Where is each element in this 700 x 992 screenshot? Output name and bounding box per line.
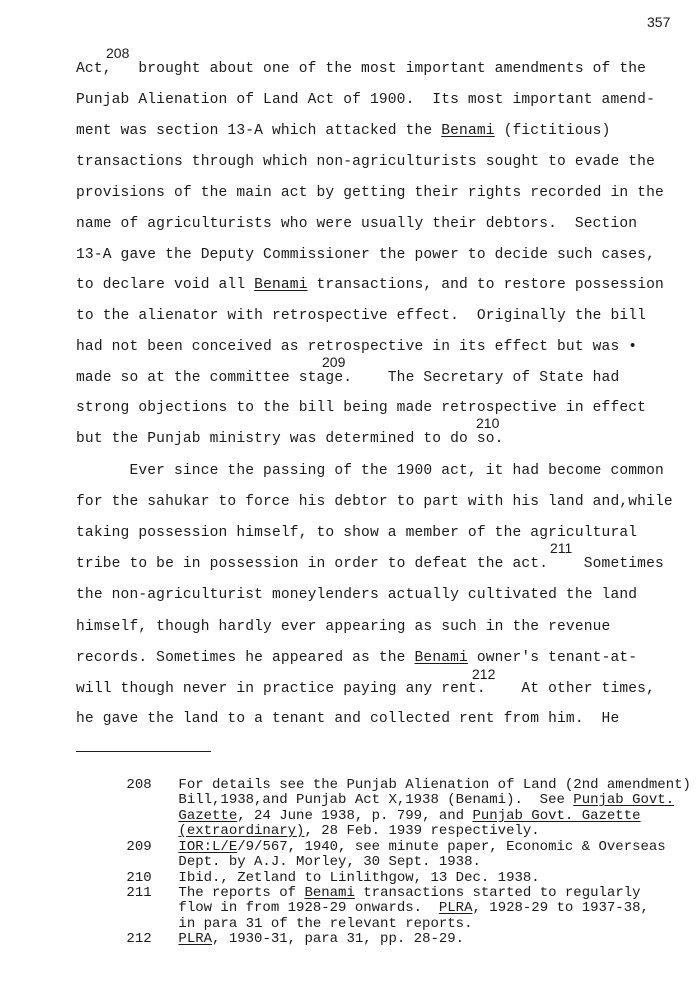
footnote-text: Ibid., Zetland to Linlithgow, 13 Dec. 1938. [178, 869, 540, 886]
footnote-number: 210 [126, 869, 152, 886]
body-line: he gave the land to a tenant and collected rent from him. He [76, 711, 620, 727]
footnote-number: 211 [126, 884, 152, 901]
footnote-number: 208 [126, 776, 152, 793]
body-line: for the sahukar to force his debtor to part with his land and,while [76, 494, 673, 510]
body-line: to the alienator with retrospective effect. Originally the bill [76, 308, 647, 324]
body-line: had not been conceived as retrospective in its effect but was • [76, 339, 638, 355]
footnote-text: The reports of Benami transactions started to regularly flow in from 1928-29 onwards. PLRA, 1928-29 to 1937-38, in para 31 of the relevant reports. [178, 884, 649, 932]
body-line: taking possession himself, to show a member of the agricultural [76, 525, 638, 541]
body-line: transactions through which non-agriculturists sought to evade the [76, 154, 655, 170]
body-line: himself, though hardly ever appearing as such in the revenue [76, 619, 611, 635]
footnote-number: 212 [126, 930, 152, 947]
footnote-ref-208: 208 [106, 45, 130, 61]
body-line: Ever since the passing of the 1900 act, it had become common [76, 463, 664, 479]
body-line: made so at the committee stage. The Secretary of State had [76, 370, 620, 386]
body-line: provisions of the main act by getting their rights recorded in the [76, 185, 664, 201]
footnote-212 [76, 916, 464, 963]
body-line: ment was section 13-A which attacked the Benami (fictitious) [76, 123, 611, 139]
body-line: to declare void all Benami transactions, and to restore possession [76, 277, 664, 293]
body-line: will though never in practice paying any rent. At other times, [76, 681, 655, 697]
benami-term: Benami [414, 650, 468, 666]
benami-term: Benami [441, 123, 495, 139]
body-line: but the Punjab ministry was determined to do so. [76, 431, 504, 447]
body-line: Punjab Alienation of Land Act of 1900. Its most important amend- [76, 92, 655, 108]
body-line: name of agriculturists who were usually their debtors. Section [76, 216, 638, 232]
footnote-ref-209: 209 [322, 354, 346, 370]
body-line: records. Sometimes he appeared as the Benami owner's tenant-at- [76, 650, 638, 666]
footnote-text: For details see the Punjab Alienation of Land (2nd amendment) Bill,1938,and Punjab Act X,1938 (Benami). See Punjab Govt. Gazette, 24 June 1938, p. 799, and Punjab Govt. Gazette (extraordinary), 28 Feb. 1939 respectively. [178, 776, 691, 839]
footnote-text: PLRA, 1930-31, para 31, pp. 28-29. [178, 930, 465, 947]
footnote-number: 209 [126, 838, 152, 855]
footnote-ref-212: 212 [472, 666, 496, 682]
body-line: the non-agriculturist moneylenders actually cultivated the land [76, 587, 638, 603]
footnote-ref-211: 211 [550, 540, 573, 556]
body-line: 13-A gave the Deputy Commissioner the power to decide such cases, [76, 247, 655, 263]
footnote-separator [76, 751, 211, 752]
body-line: Act, brought about one of the most important amendments of the [76, 61, 647, 77]
footnote-text: IOR:L/E/9/567, 1940, see minute paper, Economic & Overseas Dept. by A.J. Morley, 30 Sept. 1938. [178, 838, 666, 870]
body-line: strong objections to the bill being made retrospective in effect [76, 400, 647, 416]
footnote-ref-210: 210 [476, 415, 500, 431]
body-line: tribe to be in possession in order to defeat the act. Sometimes [76, 556, 664, 572]
page-number: 357 [647, 14, 671, 30]
benami-term: Benami [254, 277, 308, 293]
